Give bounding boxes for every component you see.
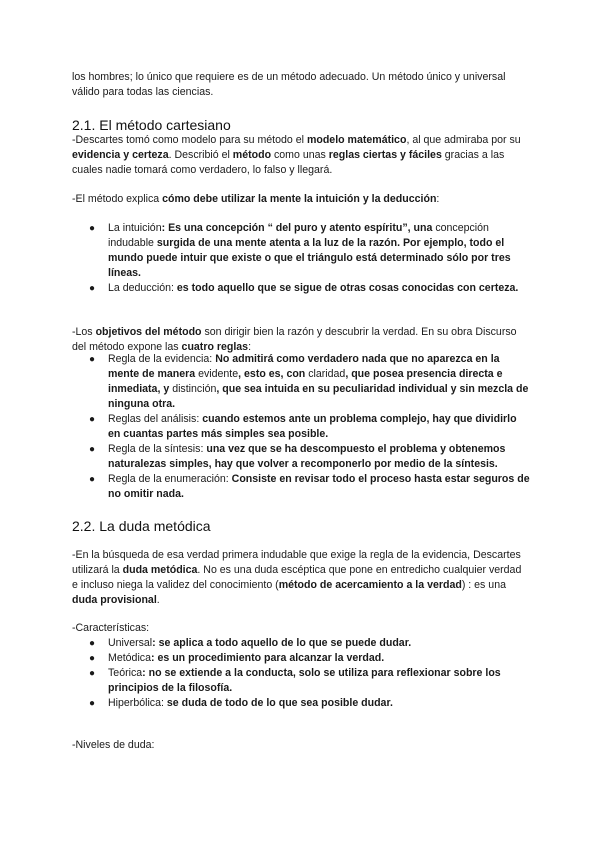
text-run: Metódica: [108, 652, 151, 664]
bold-text: , que posea presencia directa e inmediata, y: [108, 368, 503, 395]
section-heading-2-2: 2.2. La duda metódica: [72, 518, 211, 534]
list-caracteristicas: [72, 636, 530, 711]
text-run: :: [248, 341, 252, 353]
text-run: Reglas del análisis:: [108, 413, 200, 425]
heading-metodo-cartesiano: [72, 116, 530, 134]
bold-text: método: [232, 149, 272, 161]
text-run: -Niveles de duda:: [72, 739, 155, 751]
paragraph-intro: [72, 70, 530, 100]
list-intuicion-deduccion: [72, 221, 530, 296]
text-run: La intuición: [108, 222, 162, 234]
section-heading-2-1: 2.1. El método cartesiano: [72, 117, 231, 133]
list-item-caracteristica: [72, 666, 530, 696]
text-run: Regla de la enumeración:: [108, 473, 229, 485]
bullet-icon: ●: [89, 223, 96, 234]
bold-text: cómo debe utilizar la mente la intuición y la deducción: [162, 193, 437, 205]
bold-text: surgida de una mente atenta a la luz de la razón. Por ejemplo, todo el mundo puede intuir que existe o que el triángulo está determinado sólo por tres líneas.: [108, 237, 511, 279]
bold-text: cuatro reglas: [181, 341, 249, 353]
bold-text: : Es una concepción “ del puro y atento espíritu”, una: [161, 222, 436, 234]
bold-text: Consiste en revisar todo el proceso hasta estar seguros de no omitir nada.: [108, 473, 530, 500]
bullet-icon: ●: [89, 414, 96, 425]
list-item-regla: [72, 442, 530, 472]
paragraph-busqueda: [72, 548, 530, 608]
text-run: ) : es una: [461, 579, 506, 591]
text-run: , al que admiraba por su: [406, 134, 521, 146]
text-run: claridad: [308, 368, 346, 380]
paragraph-niveles-text: [72, 738, 530, 753]
bullet-icon: ●: [89, 698, 96, 709]
text-run: distinción: [172, 383, 217, 395]
bold-text: modelo matemático: [306, 134, 407, 146]
paragraph-objetivos-text: [72, 325, 530, 355]
bold-text: una vez que se ha descompuesto el problema y obtenemos naturalezas simples, hay que volver a recomponerlo por medio de la síntesis.: [108, 443, 506, 470]
paragraph-descartes-text: [72, 133, 530, 178]
bold-text: cuando estemos ante un problema complejo, hay que dividirlo en cuantas partes más simples sea posible.: [108, 413, 517, 440]
text-run: :: [436, 193, 440, 205]
bullet-icon: ●: [89, 283, 96, 294]
list-item-intuicion-deduccion: [72, 221, 530, 281]
bold-text: evidencia y certeza: [72, 149, 169, 161]
list-item-caracteristica: [72, 651, 530, 666]
bullet-icon: ●: [89, 444, 96, 455]
text-run: Universal: [108, 637, 153, 649]
text-run: Hiperbólica:: [108, 697, 164, 709]
text-run: . Describió el: [168, 149, 233, 161]
paragraph-explica-text: [72, 192, 530, 207]
bold-text: : se aplica a todo aquello de lo que se puede dudar.: [152, 637, 412, 649]
bold-text: duda metódica: [122, 564, 198, 576]
paragraph-objetivos: [72, 325, 530, 355]
text-run: son dirigir bien la razón y descubrir la verdad. En su obra Discurso del método expone las: [72, 326, 517, 353]
bold-text: objetivos del método: [95, 326, 202, 338]
bold-text: método de acercamiento a la verdad: [278, 579, 462, 591]
bold-text: es todo aquello que se sigue de otras cosas conocidas con certeza.: [173, 282, 519, 294]
paragraph-caracteristicas-text: [72, 621, 530, 636]
paragraph-intro-text: [72, 70, 530, 100]
text-run: -Características:: [72, 622, 150, 634]
bold-text: duda provisional: [72, 594, 157, 606]
paragraph-busqueda-text: [72, 548, 530, 608]
text-run: concepción indudable: [108, 222, 489, 249]
list-item-regla: [72, 352, 530, 412]
bold-text: reglas ciertas y fáciles: [328, 149, 442, 161]
bullet-icon: ●: [89, 638, 96, 649]
list-item-caracteristica: [72, 636, 530, 651]
text-run: -En la búsqueda de esa verdad primera indudable que exige la regla de la evidencia, Descartes utilizará la: [72, 549, 521, 576]
bold-text: se duda de todo de lo que sea posible dudar.: [163, 697, 393, 709]
bold-text: , que sea intuida en su peculiaridad individual y sin mezcla de ninguna otra.: [108, 383, 529, 410]
text-run: los hombres; lo único que requiere es de un método adecuado. Un método único y universal válido para todas las ciencias.: [72, 71, 506, 98]
list-item-intuicion-deduccion: [72, 281, 530, 296]
bold-text: No admitirá como verdadero nada que no aparezca en la mente de manera: [108, 353, 500, 380]
text-run: gracias a las cuales nadie tomará como verdadero, lo falso y llegará.: [72, 149, 505, 176]
text-run: evidente: [198, 368, 239, 380]
bullet-list-regla: [72, 352, 530, 502]
bullet-icon: ●: [89, 474, 96, 485]
text-run: La deducción:: [108, 282, 174, 294]
text-run: Regla de la síntesis:: [108, 443, 204, 455]
heading-duda-metodica: [72, 517, 530, 535]
paragraph-descartes: [72, 133, 530, 178]
list-item-caracteristica: [72, 696, 530, 711]
paragraph-caracteristicas: [72, 621, 530, 636]
text-run: -Descartes tomó como modelo para su método el: [72, 134, 307, 146]
text-run: -El método explica: [72, 193, 163, 205]
list-item-regla: [72, 472, 530, 502]
paragraph-explica: [72, 192, 530, 207]
bullet-icon: ●: [89, 668, 96, 679]
bullet-list-intuicion-deduccion: [72, 221, 530, 296]
bullet-icon: ●: [89, 653, 96, 664]
text-run: -Los: [72, 326, 96, 338]
text-run: Regla de la evidencia:: [108, 353, 213, 365]
bold-text: , esto es, con: [238, 368, 309, 380]
list-item-regla: [72, 412, 530, 442]
paragraph-niveles: [72, 738, 530, 753]
text-run: como unas: [271, 149, 329, 161]
bold-text: : no se extiende a la conducta, solo se utiliza para reflexionar sobre los principios de la filosofía.: [108, 667, 501, 694]
text-run: .: [156, 594, 160, 606]
bold-text: : es un procedimiento para alcanzar la verdad.: [151, 652, 385, 664]
bullet-list-caracteristica: [72, 636, 530, 711]
list-cuatro-reglas: [72, 352, 530, 502]
bullet-icon: ●: [89, 354, 96, 365]
text-run: Teórica: [108, 667, 143, 679]
text-run: . No es una duda escéptica que pone en entredicho cualquier verdad e incluso niega la validez del conocimiento (: [72, 564, 522, 591]
